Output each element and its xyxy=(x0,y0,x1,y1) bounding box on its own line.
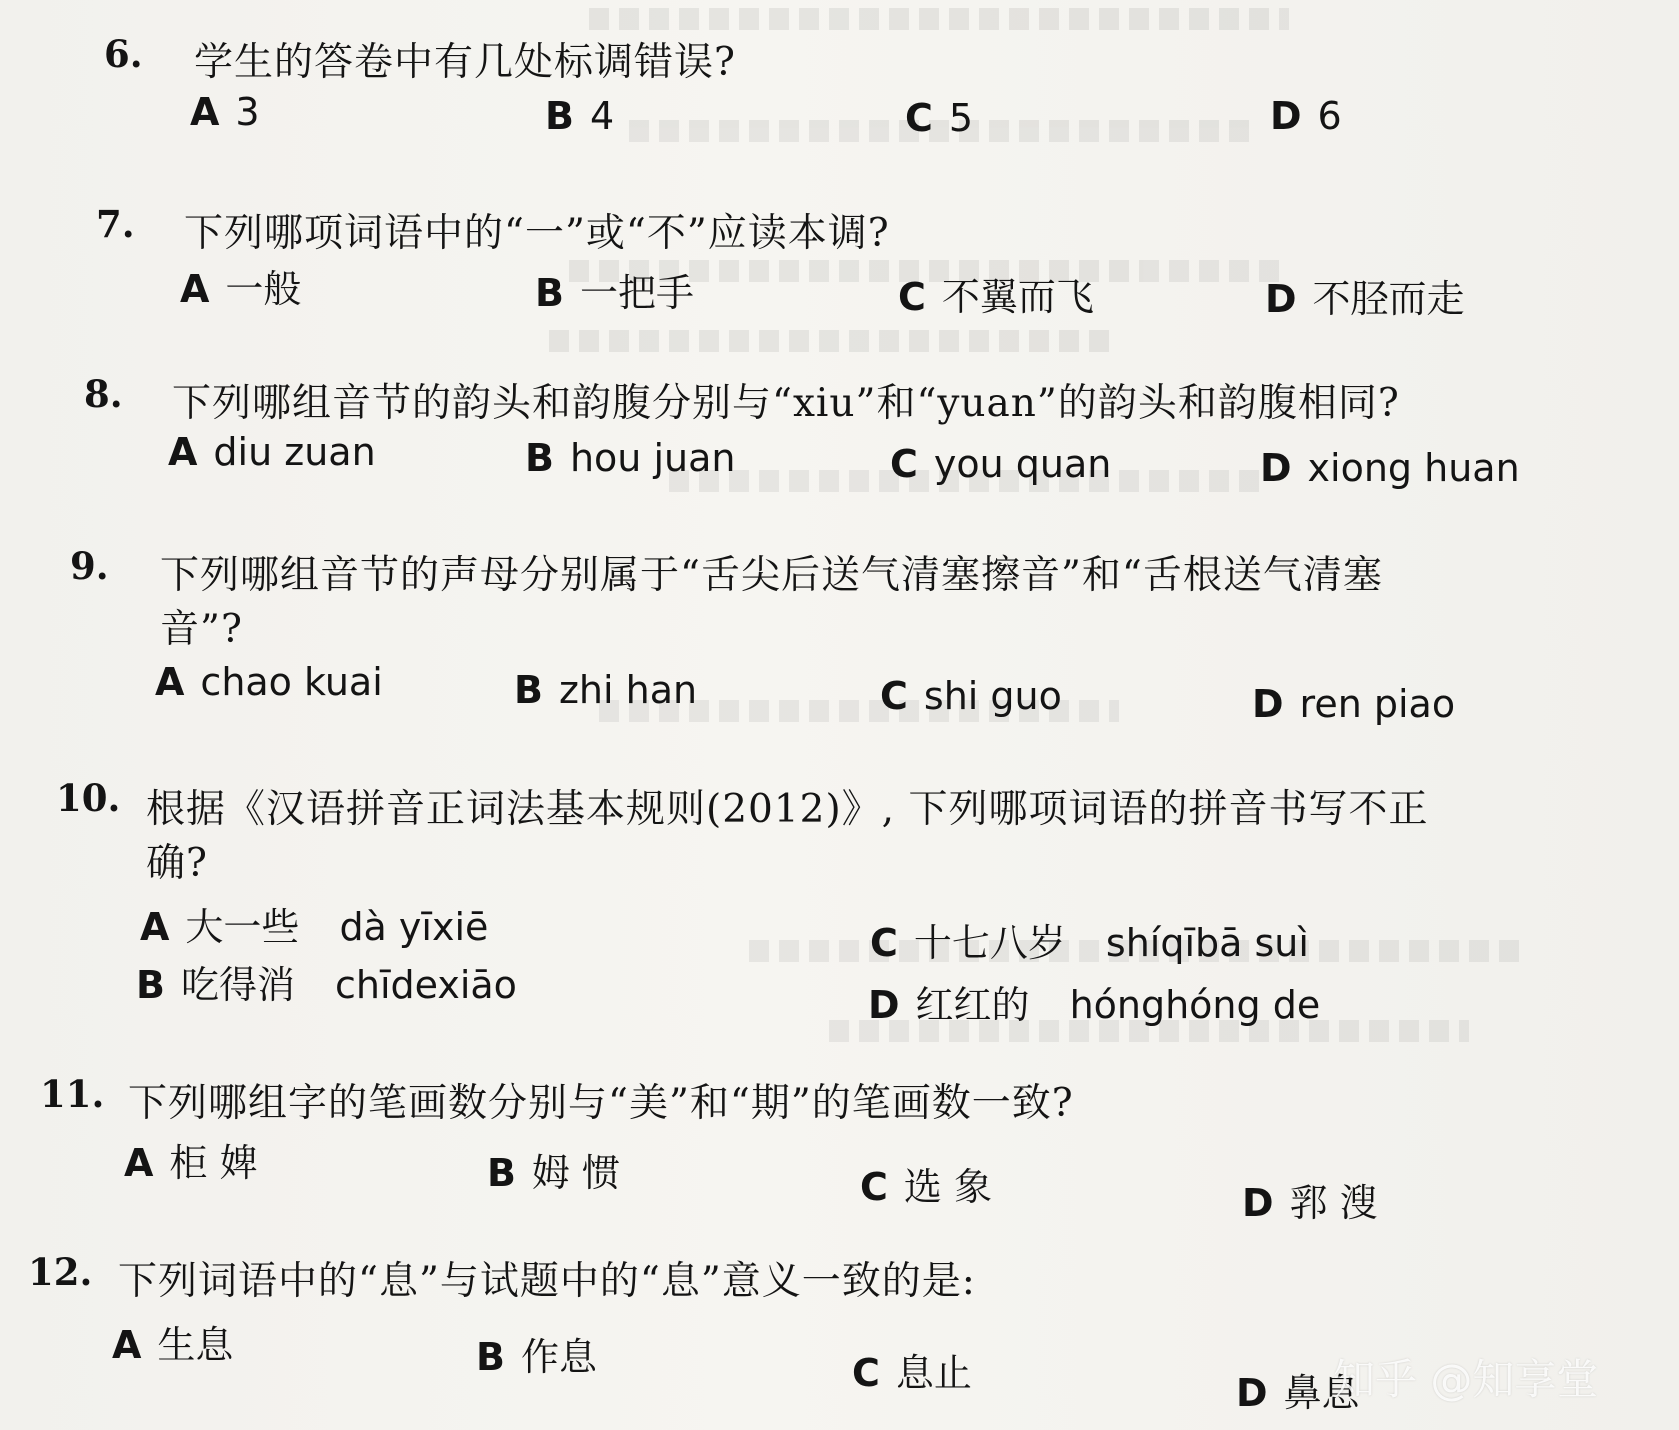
option-c: C shi guo xyxy=(880,674,1062,718)
option-b: B 吃得消 chīdexiāo xyxy=(136,963,517,1007)
option-a: A 柜 婢 xyxy=(124,1141,258,1185)
option-d: D xiong huan xyxy=(1260,446,1520,490)
option-b: B 姆 惯 xyxy=(487,1151,621,1195)
option-a: A diu zuan xyxy=(168,430,376,474)
question-stem: 下列哪项词语中的“一”或“不”应读本调? xyxy=(184,211,890,256)
question-stem: 下列哪组音节的韵头和韵腹分别与“xiu”和“yuan”的韵头和韵腹相同? xyxy=(172,381,1400,426)
option-b: B 4 xyxy=(545,94,615,138)
option-c: C 不翼而飞 xyxy=(898,275,1094,319)
question-stem: 学生的答卷中有几处标调错误? xyxy=(194,40,736,85)
option-a: A 一般 xyxy=(180,267,302,311)
option-a: A 大一些 dà yīxiē xyxy=(140,905,489,949)
question-stem-line2: 确? xyxy=(146,841,208,886)
question-number: 8. xyxy=(84,372,123,416)
option-a: A 3 xyxy=(190,90,260,134)
option-c: C 息止 xyxy=(852,1351,972,1395)
option-d: D 鼻息 xyxy=(1236,1371,1360,1415)
question-stem-line2: 音”? xyxy=(160,607,243,652)
question-number: 9. xyxy=(70,544,109,588)
option-a: A chao kuai xyxy=(155,660,383,704)
option-c: C 5 xyxy=(905,96,974,140)
option-c: C 选 象 xyxy=(860,1165,992,1209)
question-number: 7. xyxy=(96,202,135,246)
option-b: B hou juan xyxy=(525,436,736,480)
option-a: A 生息 xyxy=(112,1323,234,1367)
option-b: B 一把手 xyxy=(535,271,694,315)
option-c: C 十七八岁 shíqībā suì xyxy=(870,921,1309,965)
question-number: 10. xyxy=(56,776,121,820)
question-number: 11. xyxy=(40,1072,105,1116)
question-stem: 下列词语中的“息”与试题中的“息”意义一致的是: xyxy=(118,1259,976,1304)
question-stem: 下列哪组字的笔画数分别与“美”和“期”的笔画数一致? xyxy=(128,1081,1074,1126)
option-d: D 红红的 hónghóng de xyxy=(868,983,1321,1027)
question-stem-line1: 下列哪组音节的声母分别属于“舌尖后送气清塞擦音”和“舌根送气清塞 xyxy=(160,553,1383,598)
option-c: C you quan xyxy=(890,442,1112,486)
option-d: D 6 xyxy=(1270,94,1342,138)
question-stem-line1: 根据《汉语拼音正词法基本规则(2012)》, 下列哪项词语的拼音书写不正 xyxy=(146,787,1429,832)
option-d: D 不胫而走 xyxy=(1265,277,1465,321)
question-number: 12. xyxy=(28,1250,93,1294)
question-number: 6. xyxy=(104,32,143,76)
watermark: 知乎 @知享堂 xyxy=(1333,1355,1599,1404)
option-b: B zhi han xyxy=(514,668,698,712)
option-b: B 作息 xyxy=(476,1335,597,1379)
option-d: D 郛 溲 xyxy=(1242,1181,1378,1225)
option-d: D ren piao xyxy=(1252,682,1456,726)
